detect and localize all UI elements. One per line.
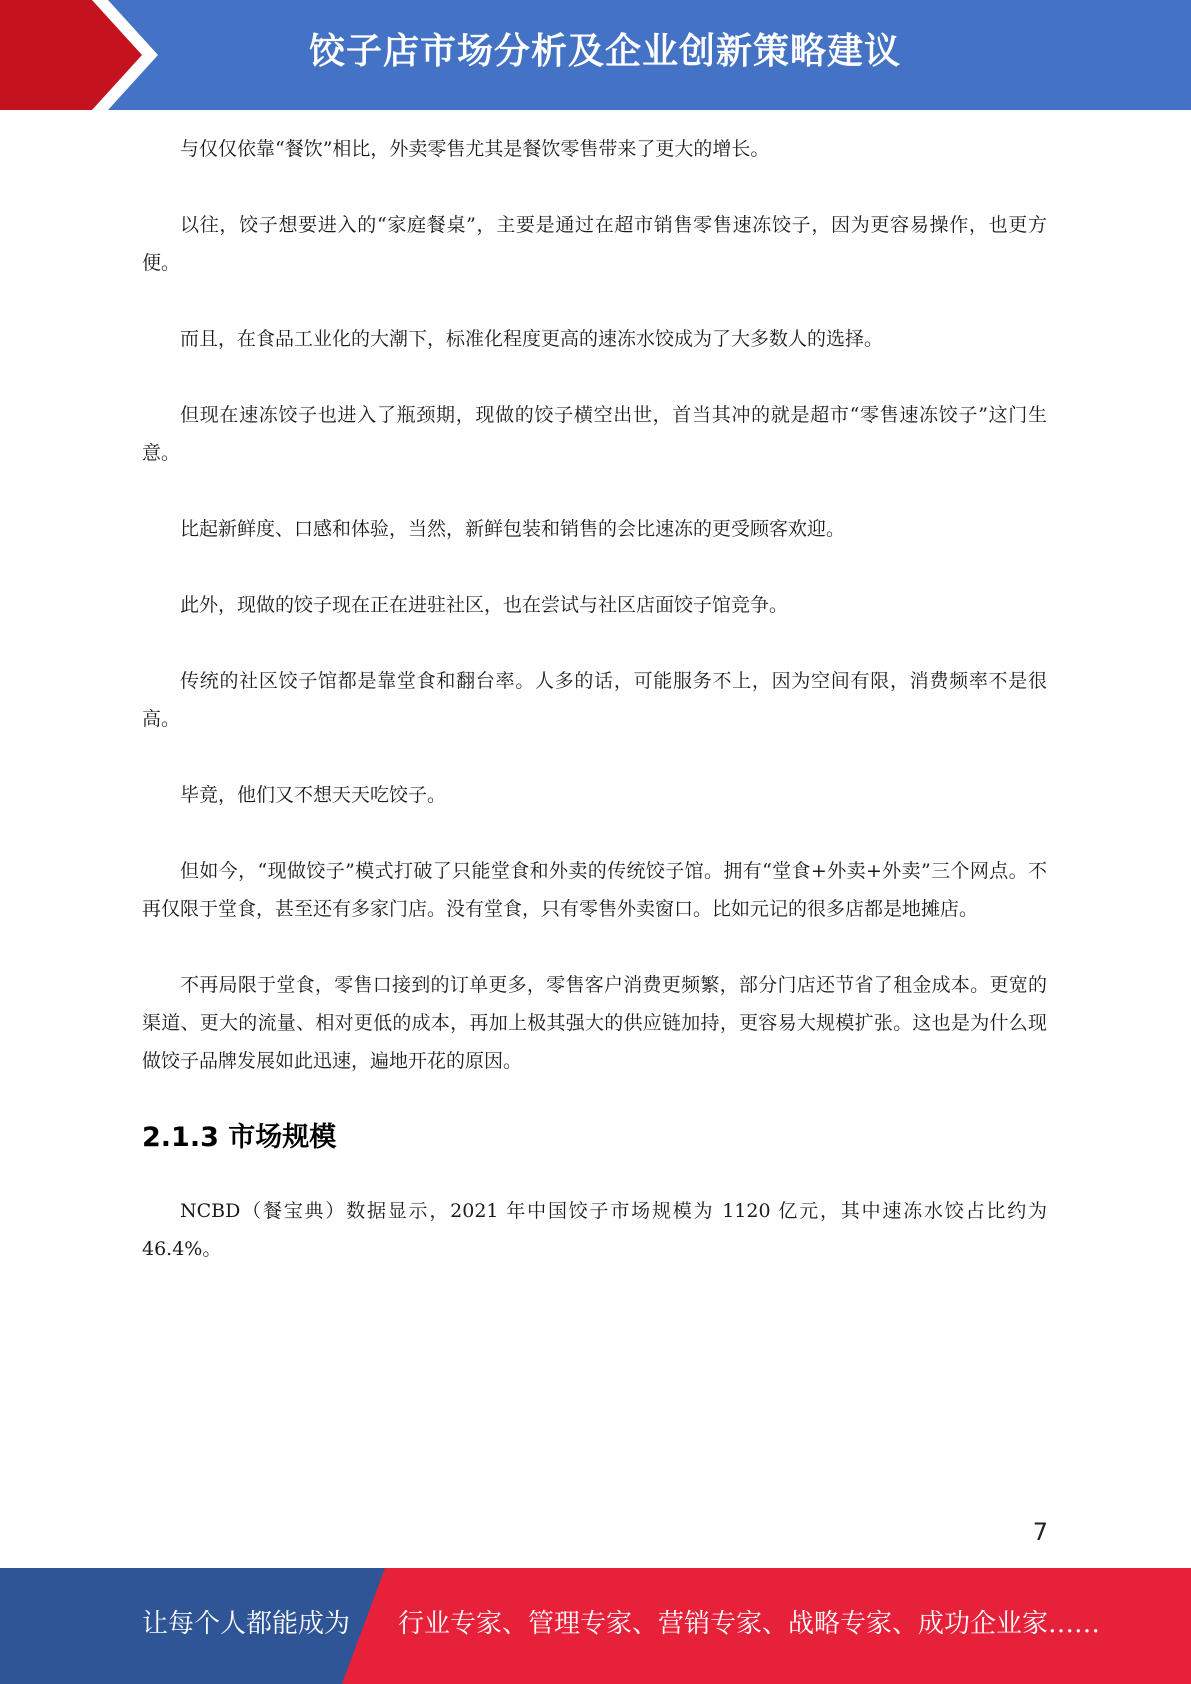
body-paragraph: 传统的社区饺子馆都是靠堂食和翻台率。人多的话，可能服务不上，因为空间有限，消费频率不是很高。 [142, 670, 1047, 730]
body-paragraph: 但现在速冻饺子也进入了瓶颈期，现做的饺子横空出世，首当其冲的就是超市“零售速冻饺子”这门生意。 [142, 404, 1047, 464]
body-paragraph: 与仅仅依靠“餐饮”相比，外卖零售尤其是餐饮零售带来了更大的增长。 [180, 138, 770, 160]
page-header [0, 0, 1191, 110]
page-number: 7 [1032, 1518, 1048, 1546]
footer-slogan-right: 行业专家、管理专家、营销专家、战略专家、成功企业家…… [398, 1609, 1101, 1639]
section-heading: 2.1.3 市场规模 [142, 1122, 337, 1153]
body-paragraph: 以往，饺子想要进入的“家庭餐桌”，主要是通过在超市销售零售速冻饺子，因为更容易操作，也更方便。 [142, 214, 1047, 274]
document-title: 饺子店市场分析及企业创新策略建议 [308, 31, 901, 72]
body-paragraph: 此外，现做的饺子现在正在进驻社区，也在尝试与社区店面饺子馆竞争。 [180, 594, 789, 616]
section-paragraph: NCBD（餐宝典）数据显示，2021 年中国饺子市场规模为 1120 亿元，其中速冻水饺占比约为 46.4%。 [142, 1200, 1047, 1260]
body-paragraph: 而且，在食品工业化的大潮下，标准化程度更高的速冻水饺成为了大多数人的选择。 [180, 328, 884, 350]
body-paragraph: 不再局限于堂食，零售口接到的订单更多，零售客户消费更频繁，部分门店还节省了租金成本。更宽的渠道、更大的流量、相对更低的成本，再加上极其强大的供应链加持，更容易大规模扩张。这也是为什么现做饺子品牌发展如此迅速，遍地开花的原因。 [142, 974, 1047, 1072]
document-body [142, 130, 1047, 1306]
page-footer [0, 1568, 1191, 1684]
body-paragraph: 毕竟，他们又不想天天吃饺子。 [180, 784, 447, 806]
body-paragraph: 但如今，“现做饺子”模式打破了只能堂食和外卖的传统饺子馆。拥有“堂食+外卖+外卖”三个网点。不再仅限于堂食，甚至还有多家门店。没有堂食，只有零售外卖窗口。比如元记的很多店都是地摊店。 [142, 860, 1047, 920]
body-paragraph: 比起新鲜度、口感和体验，当然，新鲜包装和销售的会比速冻的更受顾客欢迎。 [180, 518, 846, 540]
header-red-arrow [0, 0, 150, 110]
footer-slogan-left: 让每个人都能成为 [142, 1609, 351, 1639]
